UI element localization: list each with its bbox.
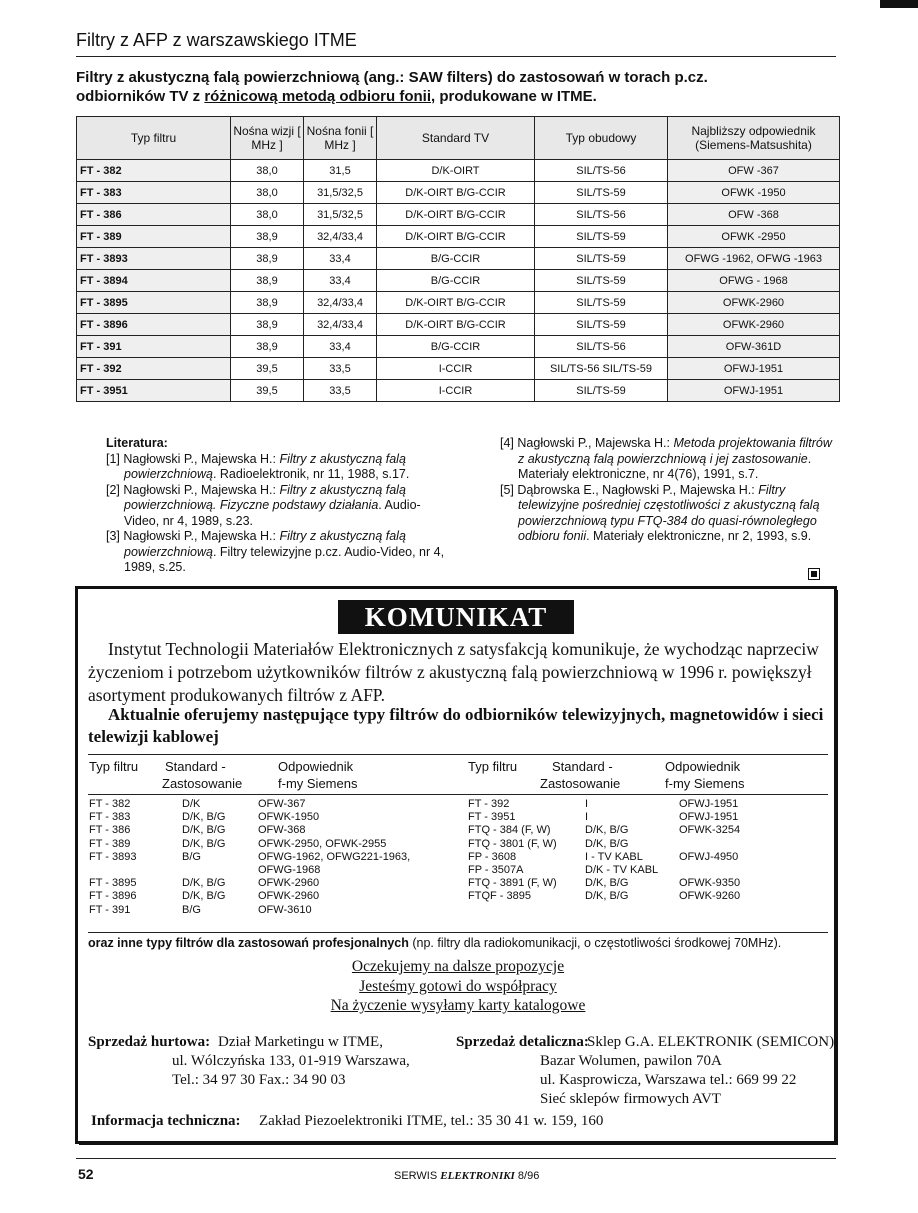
ref-num: [2] (106, 482, 120, 497)
divider (88, 932, 828, 933)
table-cell: 33,5 (304, 358, 377, 380)
filter-type-cell: FT - 383 (77, 182, 231, 204)
table-cell: 33,5 (304, 380, 377, 402)
table-cell: SIL/TS-56 (535, 160, 668, 182)
table-cell: SIL/TS-59 (535, 248, 668, 270)
table-cell: I-CCIR (377, 380, 535, 402)
offer-type: FT - 389 (89, 837, 131, 850)
komunikat-offer: Aktualnie oferujemy następujące typy filtrów do odbiorników telewizyjnych, magnetowidów i sieci telewizji kablowej (88, 705, 824, 746)
ref-rest: . Materiały elektroniczne, nr 4(76), 1991, s.7. (518, 451, 812, 481)
divider (88, 754, 828, 755)
table-row (77, 292, 840, 314)
magazine-brand: ELEKTRONIKI (440, 1170, 515, 1182)
offer-type: FT - 3895 (89, 877, 137, 890)
invite-line-3: Na życzenie wysyłamy karty katalogowe (330, 997, 586, 1014)
also-professional (88, 936, 848, 950)
col-header: Typ filtru (77, 117, 231, 160)
offer-type: FTQF - 3895 (468, 890, 531, 903)
lead-text-1: Filtry z akustyczną falą powierzchniową (ang.: SAW filters) do zastosowań w torach p.cz. odbiorników TV z (76, 69, 708, 105)
offer-col-odp1: Odpowiednik (278, 759, 354, 774)
komunikat-title: KOMUNIKAT (338, 600, 574, 634)
table-cell: SIL/TS-59 (535, 182, 668, 204)
col-header: Standard TV (377, 117, 535, 160)
list-item (89, 824, 459, 837)
ref-authors: Dąbrowska E., Nagłowski P., Majewska H.: (517, 482, 759, 497)
lead-text-2: , produkowane w ITME. (431, 88, 597, 105)
table-cell: OFWG - 1968 (668, 270, 840, 292)
list-item (468, 851, 828, 864)
table-cell: SIL/TS-56 (535, 204, 668, 226)
table-row (77, 270, 840, 292)
col-header: Typ obudowy (535, 117, 668, 160)
offer-standard: D/K - TV KABL (585, 863, 659, 876)
footer-rule (76, 1158, 836, 1159)
col-header: Nośna wizji [ MHz ] (231, 117, 304, 160)
offer-list-left (89, 798, 459, 917)
invite-line-2: Jesteśmy gotowi do współpracy (359, 978, 557, 995)
ref-authors: Nagłowski P., Majewska H.: (123, 451, 280, 466)
offer-equivalent: OFWG-1962, OFWG221-1963, (258, 850, 411, 863)
wholesale-line-3: Tel.: 34 97 30 Fax.: 34 90 03 (172, 1072, 346, 1088)
table-cell: B/G-CCIR (377, 336, 535, 358)
ref-rest: . Audio-Video, nr 4, 1989, s.23. (124, 498, 421, 528)
offer-standard: B/G (182, 903, 201, 916)
offer-equivalent: OFW-368 (258, 824, 306, 837)
offer-type: FT - 391 (89, 903, 131, 916)
offer-equivalent: OFWJ-1951 (679, 798, 739, 810)
retail-line-3: ul. Kasprowicza, Warszawa tel.: 669 99 22 (540, 1072, 797, 1088)
ref-num: [1] (106, 451, 120, 466)
offer-standard: D/K, B/G (182, 811, 226, 824)
offer-standard: D/K, B/G (182, 837, 226, 850)
ref-title: Filtry z akustyczną falą powierzchniową (124, 529, 406, 559)
ref-title: Filtry z akustyczną falą powierzchniową. Fizyczne podstawy działania (124, 482, 406, 512)
literature-list (106, 452, 451, 576)
table-cell: OFWK -1950 (668, 182, 840, 204)
offer-standard: D/K, B/G (182, 877, 226, 890)
table-cell: SIL/TS-59 (535, 292, 668, 314)
retail-label: Sprzedaż detaliczna: (456, 1034, 589, 1050)
also-bold: oraz inne typy filtrów dla zastosowań profesjonalnych (88, 936, 409, 950)
ref-rest: . Filtry telewizyjne p.cz. Audio-Video, nr 4, 1989, s.25. (124, 544, 445, 574)
ref-title: Metoda projektowania filtrów z akustyczną falą powierzchniową i jej zastosowanie (518, 436, 832, 466)
filter-type-cell: FT - 3894 (77, 270, 231, 292)
offer-col-odp2-r: f-my Siemens (665, 776, 745, 791)
col-header: Najbliższy odpowiednik (Siemens-Matsushita) (668, 117, 840, 160)
tech-text: Zakład Piezoelektroniki ITME, tel.: 35 30 41 w. 159, 160 (259, 1113, 604, 1129)
filter-type-cell: FT - 3951 (77, 380, 231, 402)
table-cell: 38,9 (231, 270, 304, 292)
table-cell: 32,4/33,4 (304, 226, 377, 248)
retail-line-1: Sklep G.A. ELEKTRONIK (SEMICON) (587, 1034, 835, 1050)
magazine-prefix: SERWIS (394, 1170, 441, 1182)
table-cell: SIL/TS-59 (535, 380, 668, 402)
offer-equivalent: OFWK-1950 (258, 811, 320, 824)
table-cell: D/K-OIRT B/G-CCIR (377, 292, 535, 314)
table-cell: D/K-OIRT B/G-CCIR (377, 226, 535, 248)
offer-type: FT - 3893 (89, 850, 137, 863)
ref-num: [3] (106, 529, 120, 543)
also-rest: (np. filtry dla radiokomunikacji, o częstotliwości środkowej 70MHz). (408, 936, 782, 950)
retail-line-4: Sieć sklepów firmowych AVT (540, 1091, 721, 1107)
table-cell: SIL/TS-59 (535, 270, 668, 292)
offer-standard: D/K, B/G (585, 877, 629, 890)
offer-col-std1: Standard - (165, 759, 226, 774)
table-cell: OFW -368 (668, 204, 840, 226)
table-cell: OFW-361D (668, 336, 840, 358)
table-cell: 33,4 (304, 336, 377, 358)
page-number: 52 (78, 1166, 94, 1182)
table-cell: 33,4 (304, 270, 377, 292)
offer-type: FTQ - 3891 (F, W) (468, 877, 557, 890)
offer-type: FT - 383 (89, 811, 131, 824)
offer-col-std1-r: Standard - (552, 759, 613, 774)
offer-type: FT - 3951 (468, 811, 516, 824)
filter-type-cell: FT - 389 (77, 226, 231, 248)
magazine-issue: 8/96 (517, 1170, 540, 1182)
table-cell: OFWK-2960 (668, 314, 840, 336)
retail-line-2: Bazar Wolumen, pawilon 70A (540, 1053, 722, 1069)
col-header: Nośna fonii [ MHz ] (304, 117, 377, 160)
table-cell: 39,5 (231, 358, 304, 380)
offer-equivalent: OFWK-2960 (258, 890, 320, 903)
list-item (468, 890, 828, 903)
table-cell: OFWK -2950 (668, 226, 840, 248)
list-item (468, 824, 828, 837)
invite-line-1: Oczekujemy na dalsze propozycje (351, 958, 565, 975)
offer-equivalent: OFWK-9260 (679, 890, 741, 903)
table-cell: D/K-OIRT B/G-CCIR (377, 182, 535, 204)
offer-standard: I - TV KABL (585, 850, 643, 863)
offer-col-odp1-r: Odpowiednik (665, 759, 741, 774)
corner-mark (880, 0, 918, 8)
ref-authors: Nagłowski P., Majewska H.: (123, 482, 280, 497)
offer-standard: D/K, B/G (182, 824, 226, 837)
offer-standard: I (585, 811, 589, 824)
table-cell: OFWK-2960 (668, 292, 840, 314)
list-item (89, 877, 459, 890)
offer-list-right (468, 798, 828, 904)
table-row (77, 204, 840, 226)
table-cell: D/K-OIRT B/G-CCIR (377, 314, 535, 336)
table-cell: 38,9 (231, 292, 304, 314)
offer-type: FP - 3608 (468, 850, 517, 863)
filter-type-cell: FT - 382 (77, 160, 231, 182)
list-item (89, 798, 459, 811)
table-cell: 38,9 (231, 248, 304, 270)
filter-type-cell: FT - 391 (77, 336, 231, 358)
ref-rest: . Radioelektronik, nr 11, 1988, s.17. (212, 467, 410, 481)
offer-equivalent: OFWK-9350 (679, 877, 741, 890)
offer-equivalent: OFWK-3254 (679, 824, 741, 837)
literature-ref (106, 529, 451, 576)
literature-ref (106, 483, 451, 530)
ref-num: [5] (500, 482, 514, 497)
offer-standard: D/K, B/G (585, 890, 629, 903)
table-row (77, 336, 840, 358)
tech-label: Informacja techniczna: (91, 1113, 241, 1129)
offer-equivalent: OFWG-1968 (258, 863, 321, 876)
offer-type: FT - 382 (89, 798, 131, 810)
offer-type: FT - 392 (468, 798, 510, 810)
offer-type: FT - 3896 (89, 890, 137, 903)
table-cell: 32,4/33,4 (304, 292, 377, 314)
literature-ref (500, 483, 840, 545)
offer-equivalent: OFWK-2950, OFWK-2955 (258, 837, 387, 850)
ref-num: [4] (500, 436, 514, 450)
komunikat-intro: Instytut Technologii Materiałów Elektronicznych z satysfakcją komunikuje, że wychodząc naprzeciw życzeniom i potrzebom użytkowników filtrów z akustyczną falą powierzchniową w 1996 r. powiększył asortyment produkowanych filtrów z AFP. (88, 639, 819, 705)
table-cell: D/K-OIRT (377, 160, 535, 182)
magazine-footer (394, 1170, 539, 1182)
list-item (89, 890, 459, 903)
offer-type: FP - 3507A (468, 863, 524, 876)
offer-standard: B/G (182, 850, 201, 863)
offer-standard: D/K (182, 798, 201, 810)
table-cell: B/G-CCIR (377, 270, 535, 292)
list-item (89, 838, 459, 851)
offer-type: FTQ - 3801 (F, W) (468, 837, 557, 850)
offer-col-std2: Zastosowanie (162, 776, 243, 791)
table-cell: 32,4/33,4 (304, 314, 377, 336)
table-cell: 38,9 (231, 226, 304, 248)
list-item (89, 811, 459, 824)
filter-type-cell: FT - 392 (77, 358, 231, 380)
offer-col-typ: Typ filtru (89, 759, 139, 774)
running-header: Filtry z AFP z warszawskiego ITME (76, 30, 357, 50)
article-lead (76, 68, 796, 106)
offer-equivalent: OFW-3610 (258, 903, 312, 916)
list-item (89, 904, 459, 917)
list-item (89, 851, 459, 864)
ref-rest: . Materiały elektroniczne, nr 2, 1993, s.9. (586, 529, 812, 543)
box-shadow-right (834, 590, 838, 1142)
offer-type: FT - 386 (89, 824, 131, 837)
ref-title: Filtry telewizyjne pośredniej częstotliwości z akustyczną falą powierzchniową typu FTQ-384 do quasi-równoległego odbioru fonii (518, 482, 820, 543)
table-cell: I-CCIR (377, 358, 535, 380)
table-cell: OFWJ-1951 (668, 380, 840, 402)
filter-type-cell: FT - 3895 (77, 292, 231, 314)
table-cell: 33,4 (304, 248, 377, 270)
offer-equivalent: OFWJ-1951 (679, 811, 739, 824)
list-item (468, 811, 828, 824)
divider (88, 794, 828, 795)
table-header-row (77, 117, 840, 160)
ref-title: Filtry z akustyczną falą powierzchniową (124, 451, 406, 481)
wholesale-label: Sprzedaż hurtowa: (88, 1034, 211, 1050)
table-cell: 31,5/32,5 (304, 182, 377, 204)
table-cell: SIL/TS-56 SIL/TS-59 (535, 358, 668, 380)
literature-heading: Literatura: (106, 436, 168, 450)
list-item (468, 798, 828, 811)
offer-equivalent: OFWJ-4950 (679, 850, 739, 863)
saw-filter-table (76, 116, 840, 402)
filter-type-cell: FT - 3893 (77, 248, 231, 270)
lead-underlined: różnicową metodą odbioru fonii (204, 88, 431, 105)
end-of-article-icon (808, 568, 820, 580)
literature-right (500, 436, 840, 545)
filter-type-cell: FT - 3896 (77, 314, 231, 336)
table-cell: 38,0 (231, 160, 304, 182)
offer-standard: D/K, B/G (585, 837, 629, 850)
offer-standard: D/K, B/G (585, 824, 629, 837)
table-body (77, 160, 840, 402)
offer-col-odp2: f-my Siemens (278, 776, 358, 791)
literature-ref (500, 436, 840, 483)
table-row (77, 160, 840, 182)
offer-standard: D/K, B/G (182, 890, 226, 903)
table-cell: SIL/TS-59 (535, 226, 668, 248)
table-cell: SIL/TS-59 (535, 314, 668, 336)
offer-type: FTQ - 384 (F, W) (468, 824, 551, 837)
list-item (468, 838, 828, 851)
offer-standard: I (585, 798, 589, 810)
offer-equivalent: OFW-367 (258, 798, 306, 810)
table-row (77, 248, 840, 270)
box-shadow-bottom (79, 1141, 838, 1145)
table-cell: 31,5 (304, 160, 377, 182)
table-cell: 38,0 (231, 204, 304, 226)
offer-equivalent: OFWK-2960 (258, 877, 320, 890)
table-row (77, 182, 840, 204)
table-row (77, 226, 840, 248)
list-item (89, 864, 459, 877)
table-row (77, 314, 840, 336)
table-row (77, 380, 840, 402)
table-cell: 31,5/32,5 (304, 204, 377, 226)
ref-authors: Nagłowski P., Majewska H.: (517, 436, 674, 450)
filter-type-cell: FT - 386 (77, 204, 231, 226)
literature-list (500, 436, 840, 545)
table-cell: OFW -367 (668, 160, 840, 182)
wholesale-line-2: ul. Wólczyńska 133, 01-919 Warszawa, (172, 1053, 410, 1069)
list-item (468, 864, 828, 877)
table-cell: 38,0 (231, 182, 304, 204)
wholesale-line-1: Dział Marketingu w ITME, (218, 1034, 383, 1050)
table-cell: OFWJ-1951 (668, 358, 840, 380)
offer-col-typ-r: Typ filtru (468, 759, 518, 774)
table-cell: OFWG -1962, OFWG -1963 (668, 248, 840, 270)
table-cell: D/K-OIRT B/G-CCIR (377, 204, 535, 226)
literature-left (106, 436, 451, 576)
header-rule (76, 56, 836, 57)
table-row (77, 358, 840, 380)
list-item (468, 877, 828, 890)
literature-ref (106, 452, 451, 483)
table-cell: SIL/TS-56 (535, 336, 668, 358)
table-cell: 38,9 (231, 336, 304, 358)
table-cell: B/G-CCIR (377, 248, 535, 270)
offer-col-std2-r: Zastosowanie (540, 776, 621, 791)
table-cell: 39,5 (231, 380, 304, 402)
table-cell: 38,9 (231, 314, 304, 336)
ref-authors: Nagłowski P., Majewska H.: (123, 529, 280, 543)
